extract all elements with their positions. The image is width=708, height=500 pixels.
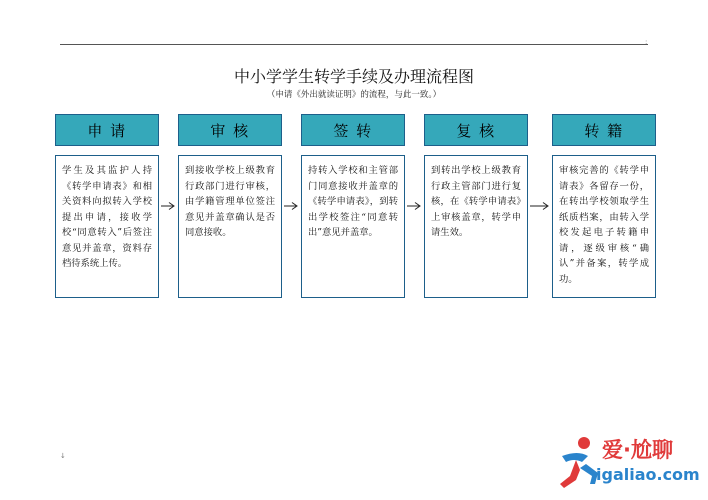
- step-1-text: 学生及其监护人持《转学申请表》和相关资料向拟转入学校提出申请，接收学校“同意转入”后签注意见并盖章，资料存档待系统上传。: [62, 165, 152, 269]
- arrow-right-icon: [160, 200, 177, 212]
- step-4-header: [424, 114, 528, 146]
- watermark-url[interactable]: igaliao.com: [596, 465, 700, 484]
- step-2-title: 审 核: [210, 121, 250, 140]
- step-2-header: [178, 114, 282, 146]
- arrow-right-icon: [283, 200, 300, 212]
- step-2-body: [178, 155, 282, 298]
- step-3-text: 持转入学校和主管部门同意接收并盖章的《转学申请表》，到转出学校签注“同意转出”意见并盖章。: [308, 165, 398, 238]
- arrow-right-icon: [529, 200, 551, 212]
- bottom-mark: ↓: [60, 452, 66, 460]
- watermark[interactable]: [548, 430, 708, 496]
- page-title: 中小学学生转学手续及办理流程图: [233, 67, 474, 86]
- page-subtitle: （申请《外出就读证明》的流程，与此一致。）: [266, 90, 442, 100]
- step-4-title: 复 核: [456, 121, 496, 140]
- step-5-text: 审核完善的《转学申请表》各留存一份，在转出学校领取学生纸质档案，由转入学校发起电子转籍申请，逐级审核“确认”并备案，转学成功。: [559, 165, 649, 285]
- step-4-body: [424, 155, 528, 298]
- step-1-body: [55, 155, 159, 298]
- step-5-title: 转 籍: [584, 121, 624, 140]
- step-3-body: [301, 155, 405, 298]
- step-3-header: [301, 114, 405, 146]
- step-3-title: 签 转: [333, 121, 373, 140]
- step-5-header: [552, 114, 656, 146]
- step-1-title: 申 请: [87, 121, 127, 140]
- arrow-right-icon: [406, 200, 423, 212]
- corner-mark: :: [645, 38, 648, 46]
- step-5-body: [552, 155, 656, 298]
- watermark-brand: 爱·尬聊: [602, 438, 673, 462]
- step-1-header: [55, 114, 159, 146]
- step-2-text: 到接收学校上级教育行政部门进行审核，由学籍管理单位签注意见并盖章确认是否同意接收。: [185, 165, 275, 238]
- top-rule: [60, 44, 648, 45]
- step-4-text: 到转出学校上级教育行政主管部门进行复核，在《转学申请表》上审核盖章，转学申请生效。: [431, 165, 521, 238]
